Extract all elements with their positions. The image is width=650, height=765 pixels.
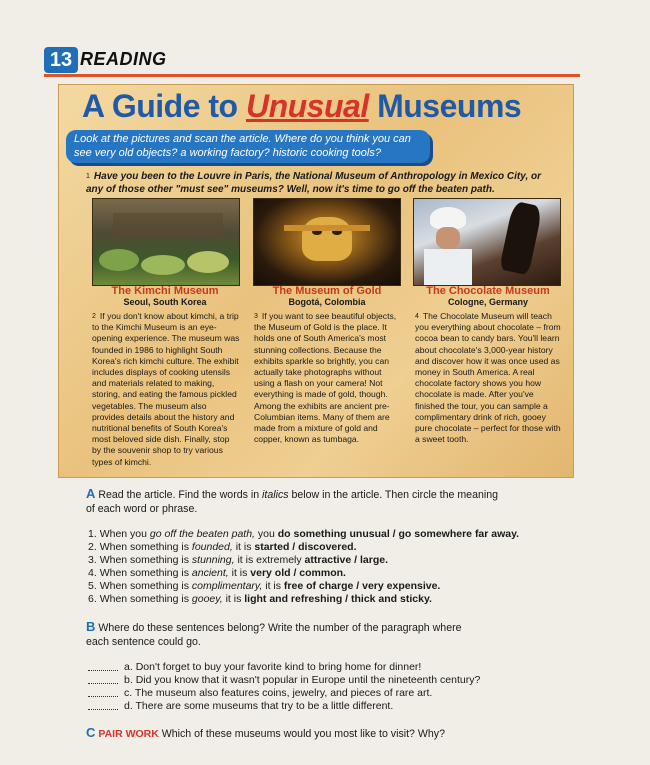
item-letter: c. [124,687,133,699]
unit-number-badge: 13 [44,47,78,73]
item-mid: it is extremely [234,554,305,566]
kimchi-museum-heading: The Kimchi Museum [111,285,219,297]
article-title-pre: A Guide to [82,88,246,124]
museum-of-gold-location: Bogotá, Colombia [288,297,366,307]
exercise-c-question: Which of these museums would you most like to visit? Why? [161,728,445,740]
exercise-b-letter: B [86,619,96,634]
item-term: go off the beaten path, [149,528,255,540]
exercise-b-item-a [88,661,421,674]
exercise-a-text-1: Read the article. Find the words in [98,489,263,501]
item-letter: d. [124,700,133,712]
kimchi-museum-body [92,311,240,468]
paragraph-number: 4 [415,313,419,320]
item-pre: When something is [99,593,192,605]
exercise-a-text-italic: italics [262,489,289,501]
exercise-a-item-4 [88,567,346,580]
exercise-a-text-2: below in the article. Then circle the meaning of each word or phrase. [86,489,498,515]
chocolate-museum-heading: The Chocolate Museum [426,285,550,297]
paragraph-number: 2 [92,313,96,320]
item-number: 6. [88,593,97,605]
article-title-post: Museums [368,88,522,124]
museum-of-gold-text: If you want to see beautiful objects, the Museum of Gold is the place. It holds one of South America's most stunning collections. Because the exhibits sparkle so brightly, you can actually take photographs without using a flash on your camera! Not everything is made of gold, though. Among the exhibits are ancient pre-Columbian items. Many of them are made from a mixture of gold and copper, known as tumbaga. [254,311,397,445]
item-number: 1. [88,528,97,540]
exercise-b-item-c [88,687,432,700]
answer-blank[interactable] [88,700,118,710]
kimchi-museum-photo [92,198,240,286]
item-letter: a. [124,661,133,673]
item-letter: b. [124,674,133,686]
item-pre: When something is [99,580,192,592]
item-text: There are some museums that try to be a little different. [135,700,394,712]
exercise-c [86,726,445,741]
item-answer-choices[interactable]: attractive / large. [304,554,389,566]
chocolate-museum-location: Cologne, Germany [447,297,528,307]
exercise-a-instruction [86,487,506,516]
item-answer-choices[interactable]: started / discovered. [254,541,357,553]
item-answer-choices[interactable]: do something unusual / go somewhere far away. [277,528,520,540]
kimchi-museum-location: Seoul, South Korea [123,297,207,307]
intro-text: Have you been to the Louvre in Paris, the National Museum of Anthropology in Mexico City, or any of those other "must see" museums? Well, now it's time to go off the beaten path. [86,171,541,195]
kimchi-museum-text: If you don't know about kimchi, a trip to the Kimchi Museum is an eye-opening experience. The museum was founded in 1986 to highlight South Korea's rich kimchi culture. The exhibit includes displays of cooking utensils and materials related to making, storing, and eating the famous pickled vegetables. The museum also provides details about the history and nutritional benefits of South Korea's most beloved side dish. Finally, stop by the souvenir shop to try various types of kimchi. [92,311,240,467]
item-number: 5. [88,580,97,592]
chocolate-museum-photo [413,198,561,286]
item-text: Don't forget to buy your favorite kind to bring home for dinner! [135,661,422,673]
exercise-a-item-3 [88,554,388,567]
answer-blank[interactable] [88,661,118,671]
item-pre: When something is [99,567,192,579]
item-text: The museum also features coins, jewelry, and pieces of rare art. [134,687,433,699]
pair-work-label: PAIR WORK [98,728,159,740]
item-term: founded, [191,541,233,553]
item-answer-choices[interactable]: very old / common. [250,567,346,579]
paragraph-number: 3 [254,313,258,320]
article-title [82,88,521,125]
item-term: complimentary, [191,580,263,592]
chocolate-museum-body [415,311,563,445]
exercise-a-letter: A [86,486,96,501]
exercise-a-item-6 [88,593,432,606]
item-answer-choices[interactable]: free of charge / very expensive. [283,580,441,592]
prompt-text: Look at the pictures and scan the article. Where do you think you can see very old objects? a working factory? historic cooking tools? [74,133,411,159]
section-title: READING [80,49,167,69]
item-mid: it is [232,541,255,553]
item-answer-choices[interactable]: light and refreshing / thick and sticky. [244,593,432,605]
museum-of-gold-photo [253,198,401,286]
item-mid: it is [222,593,245,605]
item-number: 4. [88,567,97,579]
answer-blank[interactable] [88,674,118,684]
item-mid: it is [228,567,251,579]
exercise-a-item-2 [88,541,357,554]
exercise-a-item-5 [88,580,440,593]
item-pre: When something is [99,541,192,553]
exercise-b-item-d [88,700,393,713]
paragraph-number: 1 [86,173,90,180]
item-number: 3. [88,554,97,566]
item-text: Did you know that it wasn't popular in Europe until the nineteenth century? [135,674,481,686]
exercise-a-item-1 [88,528,519,541]
intro-paragraph [86,170,546,196]
item-term: gooey, [191,593,223,605]
exercise-b-item-b [88,674,480,687]
item-pre: When something is [99,554,192,566]
item-term: ancient, [191,567,229,579]
exercise-b-text: Where do these sentences belong? Write the number of the paragraph where each sentence could go. [86,622,462,648]
museum-of-gold-body [254,311,402,445]
item-mid: you [254,528,278,540]
museum-of-gold-heading: The Museum of Gold [272,285,382,297]
exercise-c-letter: C [86,725,96,740]
header-rule [44,74,580,77]
item-pre: When you [99,528,150,540]
exercise-b-instruction [86,620,476,649]
item-term: stunning, [191,554,235,566]
item-mid: it is [262,580,284,592]
answer-blank[interactable] [88,687,118,697]
chocolate-museum-text: The Chocolate Museum will teach you everything about chocolate – from cocoa bean to candy bars. You'll learn about chocolate's 3,000-year history and discover how it was once used as money in South America. A real chocolate factory shows you how chocolate is made. After you've finished the tour, you can sample a complimentary drink of rich, gooey pure chocolate – perfect for those with a sweet tooth. [415,311,561,445]
item-number: 2. [88,541,97,553]
article-title-highlight: Unusual [245,88,369,124]
